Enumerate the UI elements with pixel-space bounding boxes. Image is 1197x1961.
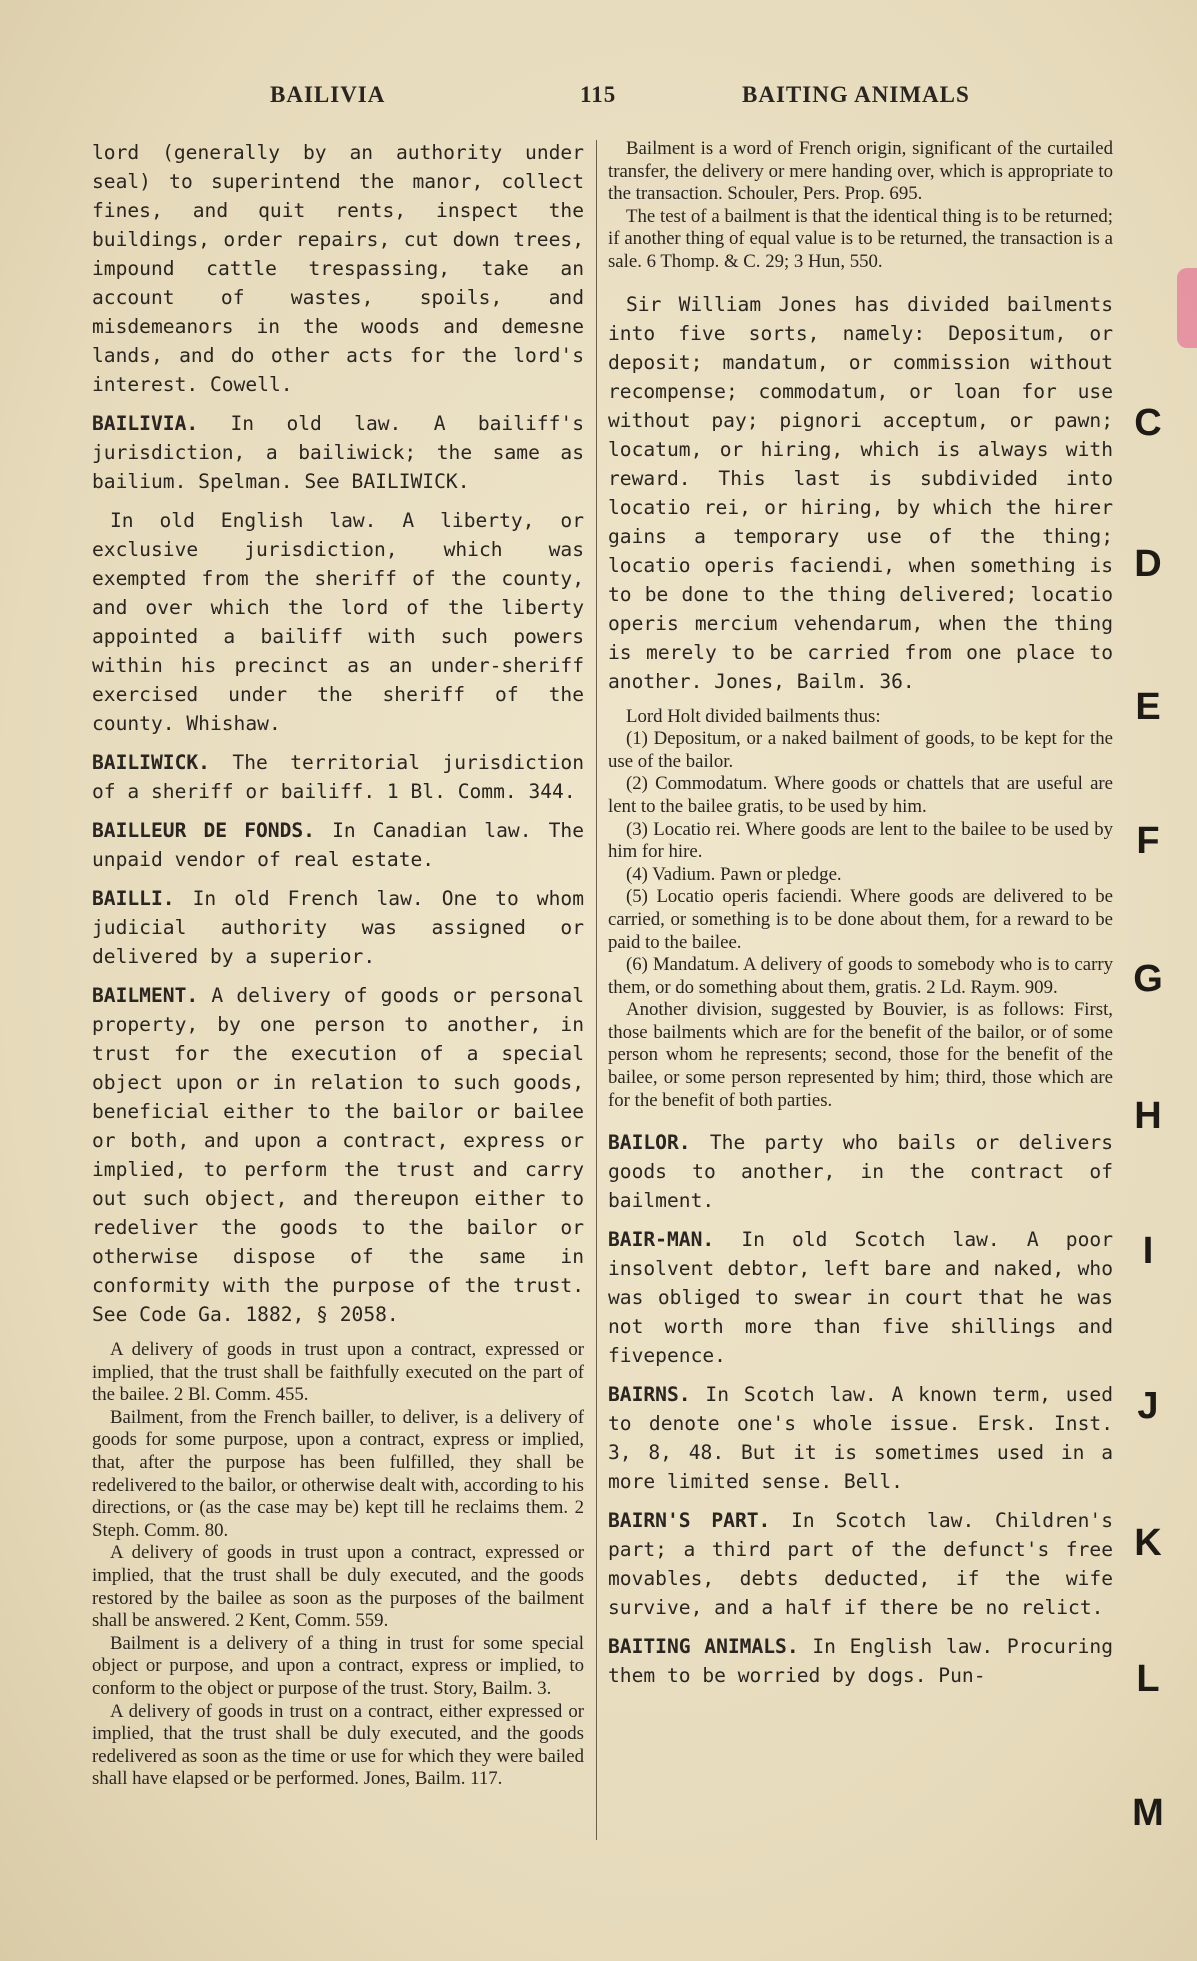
list-item: (1) Depositum, or a naked bailment of goods, to be kept for the use of the bailor.	[608, 728, 1113, 772]
thumb-index-f[interactable]: F	[1136, 820, 1160, 862]
thumb-index-c[interactable]: C	[1134, 402, 1162, 444]
entry-term: BAIRNS.	[608, 1383, 691, 1407]
entry-term: BAIRN'S PART.	[608, 1509, 771, 1533]
entry-definition: In English law. Procuring them to be worried by dogs. Pun-	[608, 1635, 1113, 1688]
entry-bailment	[92, 981, 584, 1329]
column-divider	[596, 140, 597, 1840]
thumb-index-k[interactable]: K	[1134, 1522, 1162, 1564]
entry-definition: In old Scotch law. A poor insolvent debtor, left bare and naked, who was obliged to swear in court that he was not worth more than five shillings and fivepence.	[608, 1228, 1113, 1368]
right-column	[608, 138, 1113, 1700]
quotation-paragraph: A delivery of goods in trust on a contract, either expressed or implied, that the trust shall be duly executed, and the goods redelivered as soon as the time or use for which they were bailed shall have elapsed or be performed. Jones, Bailm. 117.	[92, 1700, 584, 1790]
list-item: (4) Vadium. Pawn or pledge.	[626, 863, 842, 885]
entry-definition: In Canadian law. The unpaid vendor of real estate.	[92, 819, 584, 871]
list-item: (5) Locatio operis faciendi. Where goods are delivered to be carried, or something is to be done about them, for a reward to be paid to the bailee.	[608, 886, 1113, 953]
list-item: (6) Mandatum. A delivery of goods to somebody who is to carry them, or do something about them, gratis. 2 Ld. Raym. 909.	[608, 954, 1113, 998]
thumb-index-l[interactable]: L	[1136, 1658, 1160, 1700]
entry-bairns-part	[608, 1506, 1113, 1622]
thumb-index-h[interactable]: H	[1134, 1095, 1162, 1137]
entry-definition: In Scotch law. A known term, used to denote one's whole issue. Ersk. Inst. 3, 8, 48. But it is sometimes used in a more limited sense. Bell.	[608, 1383, 1113, 1494]
thumb-index-j[interactable]: J	[1137, 1385, 1159, 1427]
thumb-index-g[interactable]: G	[1133, 958, 1163, 1000]
thumb-index-d[interactable]: D	[1134, 543, 1162, 585]
entry-bailivia-sense-2: In old English law. A liberty, or exclusive jurisdiction, which was exempted from the sheriff of the county, and over which the lord of the liberty appointed a bailiff with such powers within his precinct as an under-sheriff exercised under the sheriff of the county. Whishaw.	[92, 509, 584, 735]
quotation-paragraph: Another division, suggested by Bouvier, is as follows: First, those bailments which are for the benefit of the bailor, or of some person whom he represents; second, those for the benefit of the bailee, or some person represented by him; third, those which are for the benefit of both parties.	[608, 999, 1113, 1111]
page-number: 115	[580, 82, 617, 107]
entry-bailli	[92, 884, 584, 971]
quotation-paragraph: Bailment, from the French bailler, to deliver, is a delivery of goods for some purpose, upon a contract, express or implied, that, after the purpose has been fulfilled, they shall be redelivered to the bailor, or otherwise dealt with, according to his directions, or (as the case may be) kept till he reclaims them. 2 Steph. Comm. 80.	[92, 1406, 584, 1541]
entry-baiting-animals	[608, 1632, 1113, 1690]
page-edge-color-mark	[1177, 268, 1197, 348]
quotation-paragraph: Bailment is a delivery of a thing in trust for some special object or purpose, and upon a contract, express or implied, to conform to the object or purpose of the trust. Story, Bailm. 3.	[92, 1632, 584, 1699]
entry-definition: In old French law. One to whom judicial authority was assigned or delivered by a superior.	[92, 887, 584, 968]
entry-bairns	[608, 1380, 1113, 1496]
entry-term: BAILOR.	[608, 1131, 691, 1155]
quotation-paragraph: A delivery of goods in trust upon a contract, expressed or implied, that the trust shall be duly executed, and the goods restored by the bailee as soon as the purposes of the bailment shall be answered. 2 Kent, Comm. 559.	[92, 1542, 584, 1632]
entry-term: BAILIWICK.	[92, 751, 210, 774]
entry-term: BAILMENT.	[92, 984, 199, 1007]
entry-bailleur-de-fonds	[92, 816, 584, 874]
left-column	[92, 138, 584, 1791]
entry-term: BAILIVIA.	[92, 412, 199, 435]
entry-term: BAITING ANIMALS.	[608, 1635, 799, 1659]
list-item: (3) Locatio rei. Where goods are lent to the bailee to be used by him for hire.	[608, 818, 1113, 863]
running-header	[0, 82, 1197, 122]
quotation-paragraph: A delivery of goods in trust upon a contract, expressed or implied, that the trust shall be faithfully executed on the part of the bailee. 2 Bl. Comm. 455.	[92, 1339, 584, 1406]
list-item: (2) Commodatum. Where goods or chattels that are useful are lent to the bailee gratis, to be used by him.	[608, 773, 1113, 817]
entry-term: BAIR-MAN.	[608, 1228, 715, 1252]
paragraph-jones-divisions: Sir William Jones has divided bailments into five sorts, namely: Depositum, or deposit; mandatum, or commission without recompense; commodatum, or loan for use without pay; pignori acceptum, or pawn; locatum, or hiring, which is always with reward. This last is subdivided into locatio rei, or hiring, by which the hirer gains a temporary use of the thing; locatio operis faciendi, when something is to be done to the thing delivered; locatio operis mercium vehendarum, when the thing is merely to be carried from one place to another. Jones, Bailm. 36.	[608, 292, 1113, 693]
quotation-paragraph: Bailment is a word of French origin, significant of the curtailed transfer, the delivery or mere handing over, which is appropriate to the transaction. Schouler, Pers. Prop. 695.	[608, 138, 1113, 205]
paragraph-continuation: lord (generally by an authority under seal) to superintend the manor, collect fines, and quit rents, inspect the buildings, order repairs, cut down trees, impound cattle trespassing, take an account of wastes, spoils, and misdemeanors in the woods and demesne lands, and do other acts for the lord's interest. Cowell.	[92, 141, 584, 396]
thumb-index-e[interactable]: E	[1135, 686, 1161, 728]
header-right-guideword: BAITING ANIMALS	[742, 82, 970, 107]
thumb-index-i[interactable]: I	[1142, 1230, 1154, 1272]
entry-term: BAILLI.	[92, 887, 175, 910]
entry-definition: The territorial jurisdiction of a sheriff or bailiff. 1 Bl. Comm. 344.	[92, 751, 584, 803]
entry-bair-man	[608, 1225, 1113, 1370]
entry-definition: In old law. A bailiff's jurisdiction, a bailiwick; the same as bailium. Spelman. See BAILIWICK.	[92, 412, 584, 493]
holt-intro: Lord Holt divided bailments thus:	[626, 705, 881, 727]
entry-definition: The party who bails or delivers goods to another, in the contract of bailment.	[608, 1131, 1113, 1213]
entry-bailivia	[92, 409, 584, 496]
entry-bailiwick	[92, 748, 584, 806]
header-left-guideword: BAILIVIA	[270, 82, 386, 107]
quotation-paragraph: The test of a bailment is that the identical thing is to be returned; if another thing of equal value is to be returned, the transaction is a sale. 6 Thomp. & C. 29; 3 Hun, 550.	[608, 205, 1113, 272]
entry-definition: In Scotch law. Children's part; a third part of the defunct's free movables, debts deducted, if the wife survive, and a half if there be no relict.	[608, 1509, 1113, 1620]
entry-bailor	[608, 1128, 1113, 1215]
entry-term: BAILLEUR DE FONDS.	[92, 819, 315, 842]
thumb-index-m[interactable]: M	[1132, 1792, 1164, 1834]
entry-definition: A delivery of goods or personal property, by one person to another, in trust for the execution of a special object upon or in relation to such goods, beneficial either to the bailor or bailee or both, and upon a contract, express or implied, to perform the trust and carry out such object, and thereupon either to redeliver the goods to the bailor or otherwise dispose of the same in conformity with the purpose of the trust. See Code Ga. 1882, § 2058.	[92, 984, 584, 1326]
